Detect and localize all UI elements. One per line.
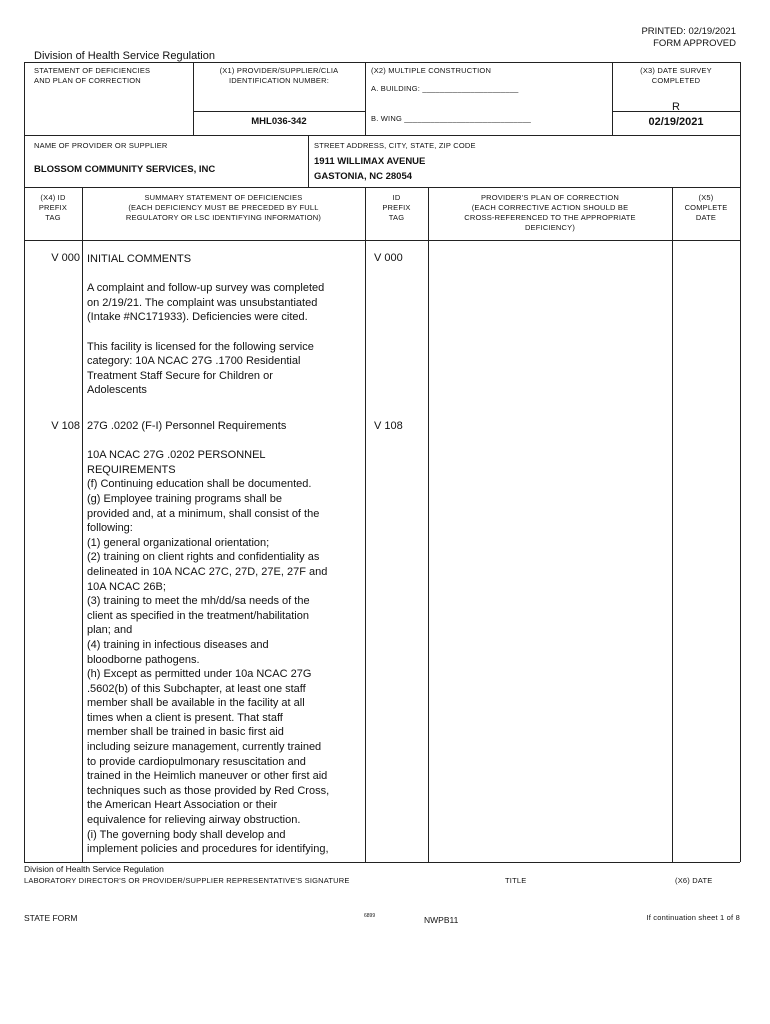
street-address: 1911 WILLIMAX AVENUE (314, 156, 426, 167)
division-title: Division of Health Service Regulation (34, 50, 215, 62)
printed-date: PRINTED: 02/19/2021 (641, 26, 736, 37)
provider-name-label: NAME OF PROVIDER OR SUPPLIER (34, 141, 168, 150)
initial-comments-p1: A complaint and follow-up survey was completed on 2/19/21. The complaint was unsubstantiated (Intake #NC171933). Deficiencies were cited. (87, 282, 325, 324)
continuation-sheet: If continuation sheet 1 of 8 (646, 913, 740, 922)
survey-date: 02/19/2021 (648, 116, 704, 128)
col-header-summary: SUMMARY STATEMENT OF DEFICIENCIES (EACH DEFICIENCY MUST BE PRECEDED BY FULL REGULATORY OR LSC IDENTIFYING INFORMATION) (125, 193, 322, 222)
wing-field: B. WING _____________________________ (371, 114, 532, 123)
initial-comments-block (87, 252, 363, 398)
form-number: 6899 (364, 913, 376, 919)
v108-title: 27G .0202 (F-I) Personnel Requirements (87, 420, 287, 432)
v108-body: 10A NCAC 27G .0202 PERSONNEL REQUIREMENTS (f) Continuing education shall be documented. (g) Employee training programs shall be provided and, at a minimum, shall consist of the following: (1) general organizational orientation; (2) training on client rights and confidentiality as delineated in 10A NCAC 27C, 27D, 27E, 27F and 10A NCAC 26B; (3) training to meet the mh/dd/sa needs of the client as specified in the treatment/habilitation plan; and (4) training in infectious diseases and bloodborne pathogens. (h) Except as permitted under 10a NCAC 27G .5602(b) of this Subchapter, at least one staff member shall be available in the facility at all times when a client is present. That staff member shall be trained in basic first aid including seizure management, currently trained to provide cardiopulmonary resuscitation and trained in the Heimlich maneuver or other first aid techniques such as those provided by Red Cross, the American Heart Association or their equivalence for relieving airway obstruction. (i) The governing body shall develop and implement policies and procedures for identifying, (87, 449, 330, 856)
footer-division: Division of Health Service Regulation (24, 864, 164, 874)
tag-v108-left: V 108 (51, 420, 80, 432)
x6-date-label: (X6) DATE (675, 876, 713, 885)
col-header-id: ID PREFIX TAG (382, 193, 411, 222)
provider-name: BLOSSOM COMMUNITY SERVICES, INC (34, 164, 216, 175)
col-header-plan: PROVIDER'S PLAN OF CORRECTION (EACH CORRECTIVE ACTION SHOULD BE CROSS-REFERENCED TO THE APPROPRIATE DEFICIENCY) (464, 193, 636, 232)
building-field: A. BUILDING: ______________________ (371, 84, 519, 93)
tag-v000-right: V 000 (374, 252, 403, 264)
x1-label: (X1) PROVIDER/SUPPLIER/CLIA IDENTIFICATION NUMBER: (219, 66, 339, 85)
tag-v108-right: V 108 (374, 420, 403, 432)
city-state-zip: GASTONIA, NC 28054 (314, 171, 413, 182)
v108-block (87, 419, 363, 857)
initial-comments-p2: This facility is licensed for the following service category: 10A NCAC 27G .1700 Residential Treatment Staff Secure for Children or Adolescents (87, 340, 314, 397)
col-header-x5: (X5) COMPLETE DATE (684, 193, 728, 222)
state-form-label: STATE FORM (24, 913, 78, 923)
form-approved: FORM APPROVED (653, 38, 736, 49)
survey-code: R (672, 101, 680, 113)
document-code: NWPB11 (424, 915, 459, 925)
x2-label: (X2) MULTIPLE CONSTRUCTION (371, 66, 492, 75)
statement-label: STATEMENT OF DEFICIENCIES AND PLAN OF CORRECTION (34, 66, 151, 85)
initial-comments-title: INITIAL COMMENTS (87, 253, 192, 265)
title-label: TITLE (505, 876, 527, 885)
signature-label: LABORATORY DIRECTOR'S OR PROVIDER/SUPPLIER REPRESENTATIVE'S SIGNATURE (24, 876, 350, 885)
provider-id-number: MHL036-342 (251, 116, 307, 127)
tag-v000-left: V 000 (51, 252, 80, 264)
address-label: STREET ADDRESS, CITY, STATE, ZIP CODE (314, 141, 476, 150)
col-header-x4: (X4) ID PREFIX TAG (38, 193, 68, 222)
x3-label: (X3) DATE SURVEY COMPLETED (640, 66, 712, 85)
